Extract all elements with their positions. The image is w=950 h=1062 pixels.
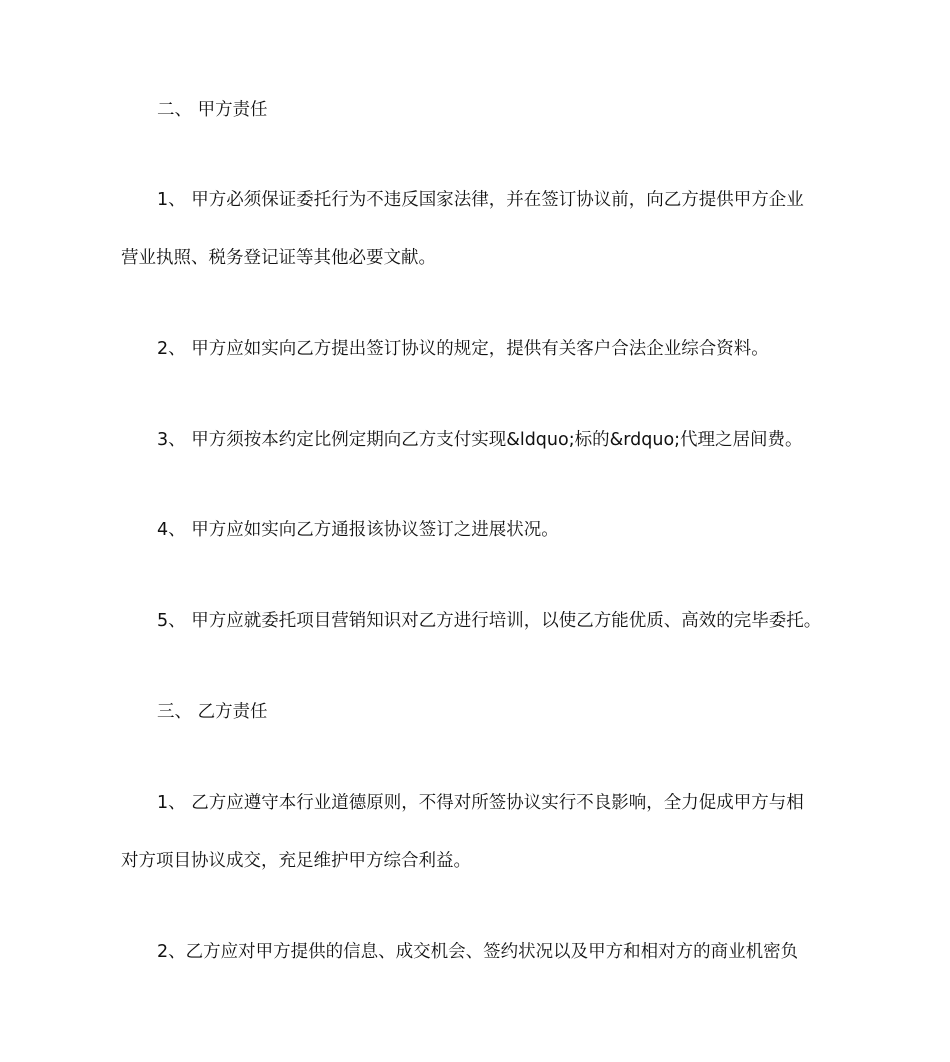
section-2-item-2: 2、 甲方应如实向乙方提出签订协议的规定，提供有关客户合法企业综合资料。 [157,339,769,359]
section-2-item-1-line-2: 营业执照、税务登记证等其他必要文献。 [121,248,436,268]
section-3-item-1-line-1: 1、 乙方应遵守本行业道德原则，不得对所签协议实行不良影响，全力促成甲方与相 [157,793,804,813]
section-3-item-1-line-2: 对方项目协议成交，充足维护甲方综合利益。 [121,851,471,871]
section-2-item-3: 3、 甲方须按本约定比例定期向乙方支付实现&ldquo;标的&rdquo;代理之居间费。 [157,430,803,450]
section-2-item-4: 4、 甲方应如实向乙方通报该协议签订之进展状况。 [157,520,559,540]
section-3-heading: 三、 乙方责任 [157,702,268,722]
section-3-item-2-line-1: 2、乙方应对甲方提供的信息、成交机会、签约状况以及甲方和相对方的商业机密负 [157,942,799,962]
section-2-item-1-line-1: 1、 甲方必须保证委托行为不违反国家法律，并在签订协议前，向乙方提供甲方企业 [157,190,804,210]
section-2-item-5: 5、 甲方应就委托项目营销知识对乙方进行培训，以使乙方能优质、高效的完毕委托。 [157,611,822,631]
section-2-heading: 二、 甲方责任 [157,100,268,120]
